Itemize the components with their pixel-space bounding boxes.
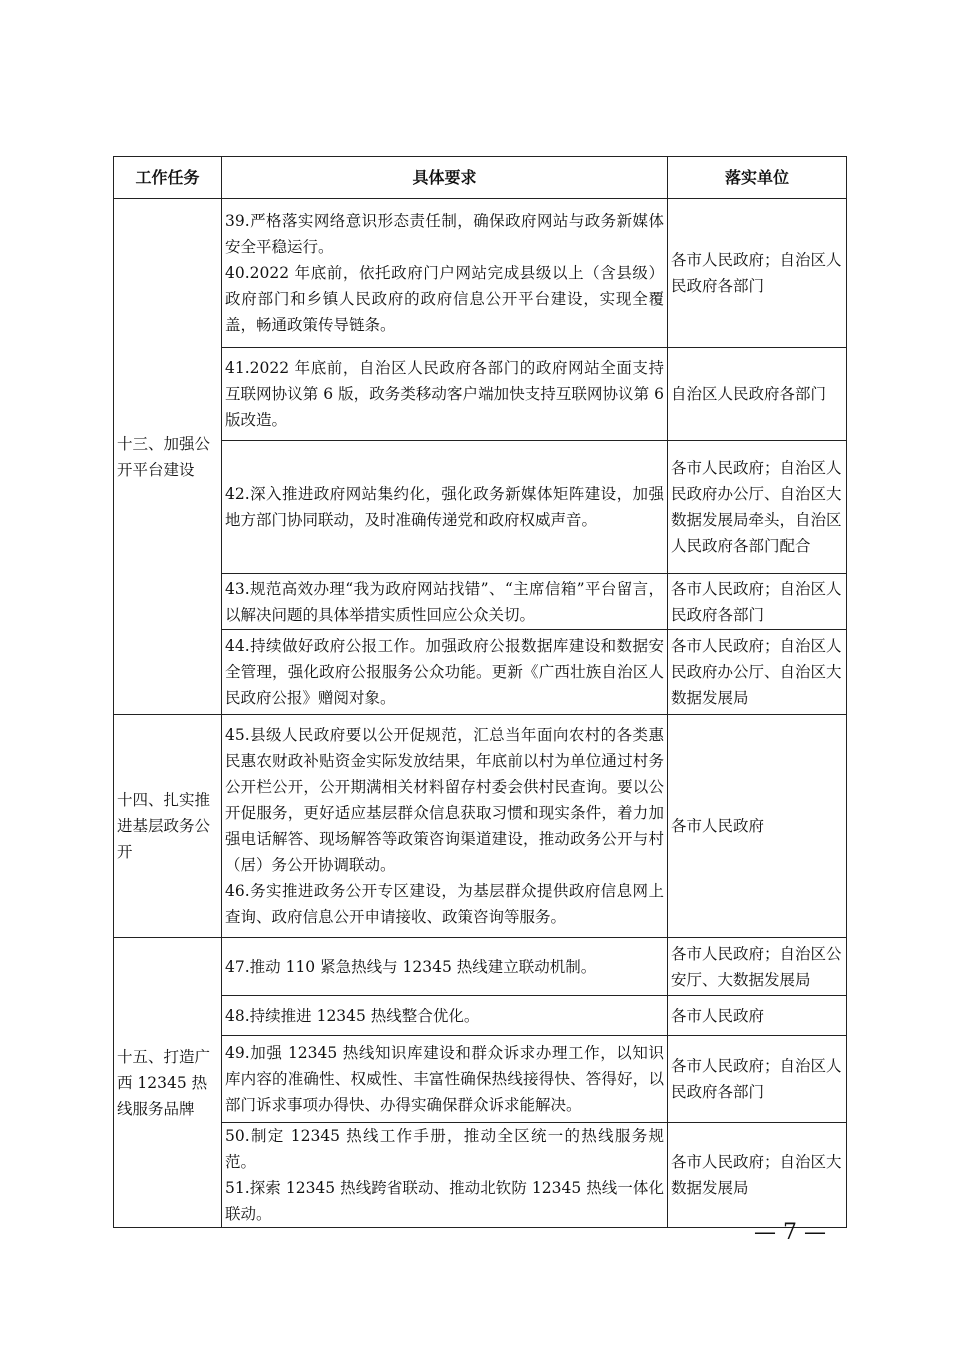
unit-cell: 各市人民政府: [668, 715, 847, 938]
requirement-text: 51.探索 12345 热线跨省联动、推动北钦防 12345 热线一体化联动。: [225, 1179, 664, 1223]
requirement-text: 40.2022 年底前，依托政府门户网站完成县级以上（含县级）政府部门和乡镇人民政府的政府信息公开平台建设，实现全覆盖，畅通政策传导链条。: [225, 264, 664, 334]
table-row: [114, 574, 847, 630]
table-header-row: [114, 157, 847, 199]
requirement-text: 49.加强 12345 热线知识库建设和群众诉求办理工作，以知识库内容的准确性、权威性、丰富性确保热线接得快、答得好，以部门诉求事项办得快、办得实确保群众诉求能解决。: [225, 1044, 664, 1114]
requirement-text: 45.县级人民政府要以公开促规范，汇总当年面向农村的各类惠民惠农财政补贴资金实际发放结果，年底前以村为单位通过村务公开栏公开，公开期满相关材料留存村委会供村民查询。要以公开促服务，更好适应基层群众信息获取习惯和现实条件，着力加强电话解答、现场解答等政策咨询渠道建设，推动政务公开与村（居）务公开协调联动。: [225, 726, 664, 874]
requirement-text: 41.2022 年底前，自治区人民政府各部门的政府网站全面支持互联网协议第 6 版，政务类移动客户端加快支持互联网协议第 6 版改造。: [225, 359, 664, 429]
requirement-text: 46.务实推进政务公开专区建设，为基层群众提供政府信息网上查询、政府信息公开申请接收、政策咨询等服务。: [225, 882, 664, 926]
header-requirements: 具体要求: [222, 157, 668, 199]
unit-cell: 各市人民政府；自治区公安厅、大数据发展局: [668, 938, 847, 996]
requirement-text: 47.推动 110 紧急热线与 12345 热线建立联动机制。: [225, 957, 597, 976]
requirement-cell: [222, 574, 668, 630]
task-cell: 十五、打造广西 12345 热线服务品牌: [114, 938, 222, 1228]
page-number: — 7 —: [754, 1220, 826, 1245]
requirement-text: 44.持续做好政府公报工作。加强政府公报数据库建设和数据安全管理，强化政府公报服务公众功能。更新《广西壮族自治区人民政府公报》赠阅对象。: [225, 637, 664, 707]
unit-cell: 各市人民政府；自治区人民政府办公厅、自治区大数据发展局: [668, 630, 847, 715]
work-task-table: [113, 156, 847, 1228]
header-task: 工作任务: [114, 157, 222, 199]
requirement-cell: [222, 715, 668, 938]
requirement-text: 42.深入推进政府网站集约化，强化政务新媒体矩阵建设，加强地方部门协同联动，及时准确传递党和政府权威声音。: [225, 485, 664, 529]
requirement-text: 43.规范高效办理“我为政府网站找错”、“主席信箱”平台留言，以解决问题的具体举措实质性回应公众关切。: [225, 579, 664, 624]
table-row: [114, 715, 847, 938]
requirement-cell: [222, 996, 668, 1036]
requirement-cell: [222, 348, 668, 441]
table-row: [114, 348, 847, 441]
task-cell: 十四、扎实推进基层政务公开: [114, 715, 222, 938]
table-row: [114, 938, 847, 996]
requirement-cell: [222, 938, 668, 996]
table-row: [114, 996, 847, 1036]
requirement-text: 50.制定 12345 热线工作手册，推动全区统一的热线服务规范。: [225, 1127, 664, 1171]
requirement-text: 39.严格落实网络意识形态责任制，确保政府网站与政务新媒体安全平稳运行。: [225, 212, 664, 256]
unit-cell: 各市人民政府；自治区人民政府办公厅、自治区大数据发展局牵头，自治区人民政府各部门配合: [668, 441, 847, 574]
table-row: [114, 441, 847, 574]
requirement-cell: [222, 441, 668, 574]
task-cell: 十三、加强公开平台建设: [114, 199, 222, 715]
table-row: [114, 1123, 847, 1228]
requirement-text: 48.持续推进 12345 热线整合优化。: [225, 1006, 480, 1025]
unit-cell: 各市人民政府；自治区人民政府各部门: [668, 574, 847, 630]
requirement-cell: [222, 630, 668, 715]
table-row: [114, 199, 847, 348]
unit-cell: 自治区人民政府各部门: [668, 348, 847, 441]
requirement-cell: [222, 199, 668, 348]
table-row: [114, 630, 847, 715]
requirement-cell: [222, 1123, 668, 1228]
unit-cell: 各市人民政府；自治区人民政府各部门: [668, 199, 847, 348]
header-unit: 落实单位: [668, 157, 847, 199]
table-row: [114, 1036, 847, 1123]
unit-cell: 各市人民政府；自治区大数据发展局: [668, 1123, 847, 1228]
unit-cell: 各市人民政府: [668, 996, 847, 1036]
unit-cell: 各市人民政府；自治区人民政府各部门: [668, 1036, 847, 1123]
requirement-cell: [222, 1036, 668, 1123]
